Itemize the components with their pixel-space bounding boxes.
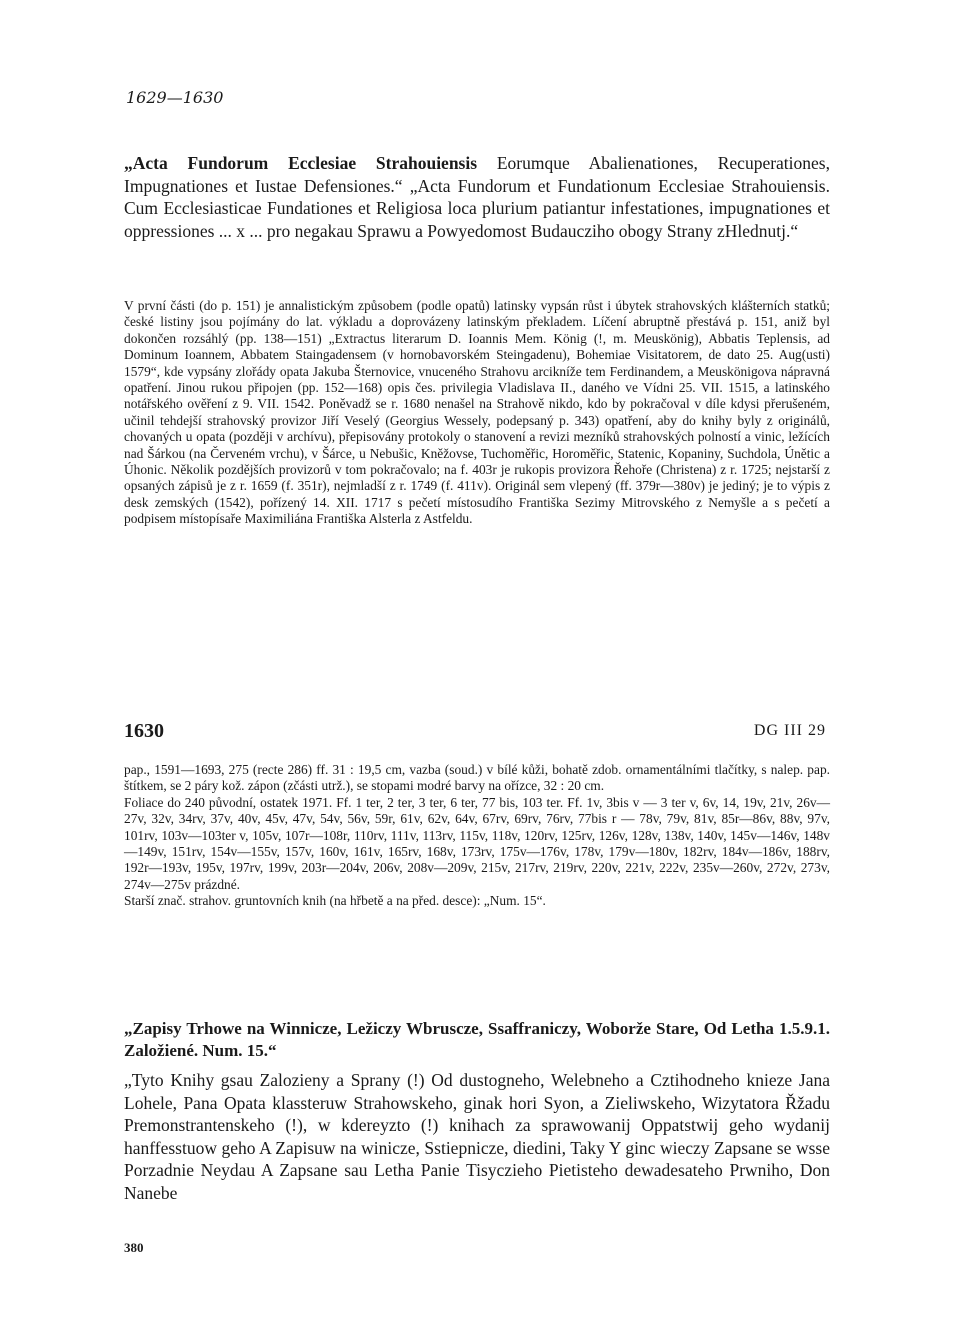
page: [124, 0, 830, 1335]
entry-1-note: V první části (do p. 151) je annalistickým způsobem (podle opatů) latinsky vypsán růst i úbytek strahovských klášterních statků; české listiny jsou pojímány do lat. výkladu a doprovázeny latinským překladem. Líčení abruptně přestává p. 151, aniž byl dokončen rozsáhlý (pp. 138—151) „Extractus literarum D. Ioannis Mem. König (!, m. Meuskönig), Abbatis Teplensis, ad Dominum Ioannem, Abbatem Staingadensem (v hornobavorském Steingadenu), Bohemiae Visitatorem, de dato 25. Aug(usti) 1579“, kde vypsány zlořády opata Jakuba Šternovice, vnuceného Strahovu arcikníže tem Ferdinandem, a Meuskönigova nápravná opatření. Jinou rukou připojen (pp. 152—168) opis čes. privilegia Vladislava II., daného ve Vídni 25. VII. 1515, a latinského notářského ověření z 9. VII. 1542. Poněvadž se r. 1680 nenašel na Strahově nikdo, kdo by pokračoval v díle kdysi přerušeném, učinil tehdejší strahovský provizor Jiří Veselý (Georgius Wessely, podepsaný p. 343) opatření, aby do knihy byly z originálů, chovaných u opata (později v archívu), přepisovány protokoly o stanovení a revizi mezníků strahovských polností a vinic, ležících nad Šárkou (na Červeném vrchu), v Šárce, u Nebušic, Kněžovse, Tuchoměřic, Horoměřic, Statenic, Kopaniny, Suchdola, Únětic a Úhonic. Několik pozdějších provizorů v tom pokračovalo; na f. 403r je rukopis provizora Řehoře (Christena) z r. 1725; nejstarší z opsaných zápisů je z r. 1659 (f. 351r), nejmladší z r. 1749 (f. 411v). Originál sem vlepený (ff. 379r—380v) je jediný; je to výpis z desk zemských (1542), pořízený 14. XII. 1717 s pečetí místosudího Františka Sezimy Mitrovského z Nemyšle a s pečetí a podpisem místopísaře Maximiliána Františka Alsterla z Astfeldu.: [124, 298, 830, 527]
entry-number: 1630: [124, 720, 164, 742]
page-number: 380: [124, 1240, 144, 1255]
shelf-signature: DG III 29: [753, 722, 826, 739]
entry-2-header: [124, 720, 830, 746]
entry-2-title: „Zapisy Trhowe na Winnicze, Ležiczy Wbruscze, Ssaffraniczy, Woborže Stare, Od Letha 1.5.9.1. Založiené. Num. 15.“: [124, 1019, 830, 1060]
entry-2-description: [124, 762, 830, 910]
entry-2-text: „Tyto Knihy gsau Zalozieny a Sprany (!) Od dustogneho, Welebneho a Cztihodneho knieze Jana Lohele, Pana Opata klassteruw Strahowskeho, ginak hori Syon, a Zieliwskeho, Wizytatora Řžadu Premonstrantenskeho (!), w kdereyzto (!) knihach za sprawowanij Oppatstwij geho wydanij hanffesstuow geho A Zapisuw na winicze, Sstiepnicze, diedini, Taky Y ginc wieczy Zapsane se wsse Porzadnie Neydau A Zapsane sau Letha Panie Tisyczieho Pietisteho dewadesateho Prwniho, Don Nanebe: [124, 1070, 830, 1203]
entry-1-title-bold: „Acta Fundorum Ecclesiae Strahouiensis: [124, 153, 478, 173]
description-paragraph: pap., 1591—1693, 275 (recte 286) ff. 31 : 19,5 cm, vazba (soud.) v bílé kůži, bohatě zdob. ornamentálními tlačítky, s nalep. pap. štítkem, se 2 páry kož. zápon (zčásti utrž.), se stopami modré barvy na ořízce, 32 : 20 cm.: [124, 762, 830, 794]
entry-1-title: [124, 152, 830, 242]
running-head: 1629—1630: [126, 88, 224, 107]
description-paragraph: Foliace do 240 původní, ostatek 1971. Ff. 1 ter, 2 ter, 3 ter, 6 ter, 77 bis, 103 ter. Ff. 1v, 3bis v — 3 ter v, 6v, 14, 19v, 21v, 26v—27v, 32v, 34rv, 37v, 40v, 45v, 47v, 54v, 56v, 59r, 61v, 62v, 64v, 67rv, 69rv, 76rv, 77bis r — 78v, 79v, 81v, 85r—86v, 88v, 97v, 101rv, 103v—103ter v, 105v, 107r—108r, 110rv, 111v, 113rv, 115v, 118v, 120rv, 125rv, 126v, 128v, 138v, 140v, 145v—146v, 148v—149v, 151rv, 154v—155v, 157v, 160v, 161v, 165rv, 168v, 173rv, 175v—176v, 178v, 179v—180v, 182rv, 184v—186v, 188rv, 192r—193v, 195v, 197rv, 199v, 203r—204v, 206v, 208v—209v, 215v, 217rv, 219rv, 220v, 221v, 222v, 235v—260v, 272v, 273v, 274v—275v prázdné.: [124, 794, 830, 892]
entry-1-title-rest: Eorumque Abalienationes, Recuperationes, Impugnationes et Iustae Defensiones.“ „Acta Fundorum et Fundationum Ecclesiae Strahouiensis. Cum Ecclesiasticae Fundationes et Religiosa loca plurium patiantur infestationes, impugnationes et oppressiones ... x ... pro negakau Sprawu a Powyedomost Budaucziho obogy Strany zHlednutj.“: [124, 153, 830, 241]
description-paragraph: Starší znač. strahov. gruntovních knih (na hřbetě a na před. desce): „Num. 15“.: [124, 893, 546, 909]
